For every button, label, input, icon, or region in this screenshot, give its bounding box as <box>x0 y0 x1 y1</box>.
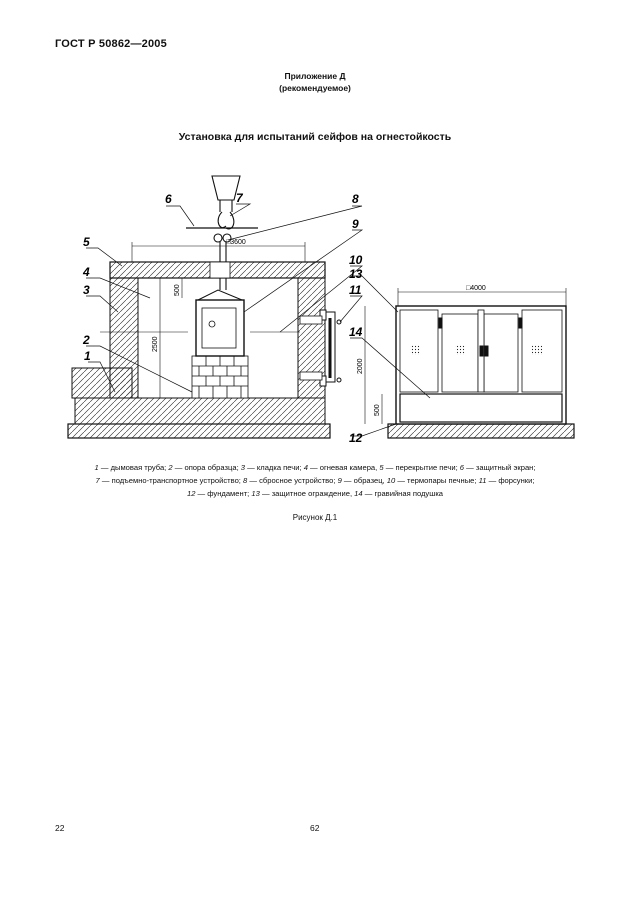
dim-enclosure-height: 2000 <box>357 358 364 374</box>
legend-item: 10 — термопары печные; <box>386 476 479 485</box>
legend-item: 9 — образец, <box>337 476 387 485</box>
callout-2: 2 <box>83 333 90 347</box>
dim-lift-height: 500 <box>174 284 181 296</box>
callout-8: 8 <box>352 192 359 206</box>
callout-6: 6 <box>165 192 172 206</box>
callout-1: 1 <box>84 349 91 363</box>
sample-support <box>192 356 248 398</box>
enclosure-foundation <box>388 424 574 438</box>
callout-13: 13 <box>349 267 363 281</box>
legend-item: 11 — форсунки; <box>478 476 535 485</box>
appendix-title: Приложение Д <box>284 71 346 81</box>
protective-enclosure <box>396 306 566 424</box>
furnace-floor <box>75 398 325 424</box>
legend-item: 5 — перекрытие печи; <box>379 463 460 472</box>
legend-item: 14 — гравийная подушка <box>354 489 444 498</box>
callout-4: 4 <box>83 265 90 279</box>
legend-item: 12 — фундамент; <box>186 489 252 498</box>
legend-item: 4 — огневая камера, <box>303 463 380 472</box>
figure-title: Установка для испытаний сейфов на огнестойкость <box>178 131 452 143</box>
page-number-center: 62 <box>310 823 320 833</box>
page-number-left: 22 <box>55 823 65 833</box>
dim-enclosure-width: □4000 <box>466 285 486 292</box>
legend-item: 2 — опора образца; <box>168 463 241 472</box>
legend-item: 8 — сбросное устройство; <box>243 476 338 485</box>
furnace-left-wall <box>110 278 138 398</box>
dim-chamber-height: 2500 <box>152 336 159 352</box>
legend-item: 6 — защитный экран; <box>459 463 536 472</box>
figure-caption: Рисунок Д.1 <box>292 513 338 522</box>
figure-legend <box>40 461 590 500</box>
sample-safe <box>196 290 244 356</box>
callout-11: 11 <box>349 283 362 297</box>
callout-3: 3 <box>83 283 90 297</box>
dim-furnace-width: □3600 <box>226 239 246 246</box>
legend-item: 7 — подъемно-транспортное устройство; <box>95 476 244 485</box>
callout-5: 5 <box>83 235 90 249</box>
callout-14: 14 <box>349 325 363 339</box>
callout-10: 10 <box>349 253 363 267</box>
appendix-note: (рекомендуемое) <box>279 83 351 93</box>
thermocouple <box>300 316 322 324</box>
standard-header: ГОСТ Р 50862—2005 <box>55 38 167 50</box>
foundation <box>68 424 330 438</box>
callout-12: 12 <box>349 431 363 445</box>
callout-9: 9 <box>352 217 359 231</box>
callout-7: 7 <box>236 191 243 205</box>
legend-item: 3 — кладка печи; <box>240 463 304 472</box>
dim-cushion-height: 500 <box>374 404 381 416</box>
legend-item: 1 — дымовая труба; <box>94 463 169 472</box>
legend-item: 13 — защитное ограждение, <box>251 489 355 498</box>
